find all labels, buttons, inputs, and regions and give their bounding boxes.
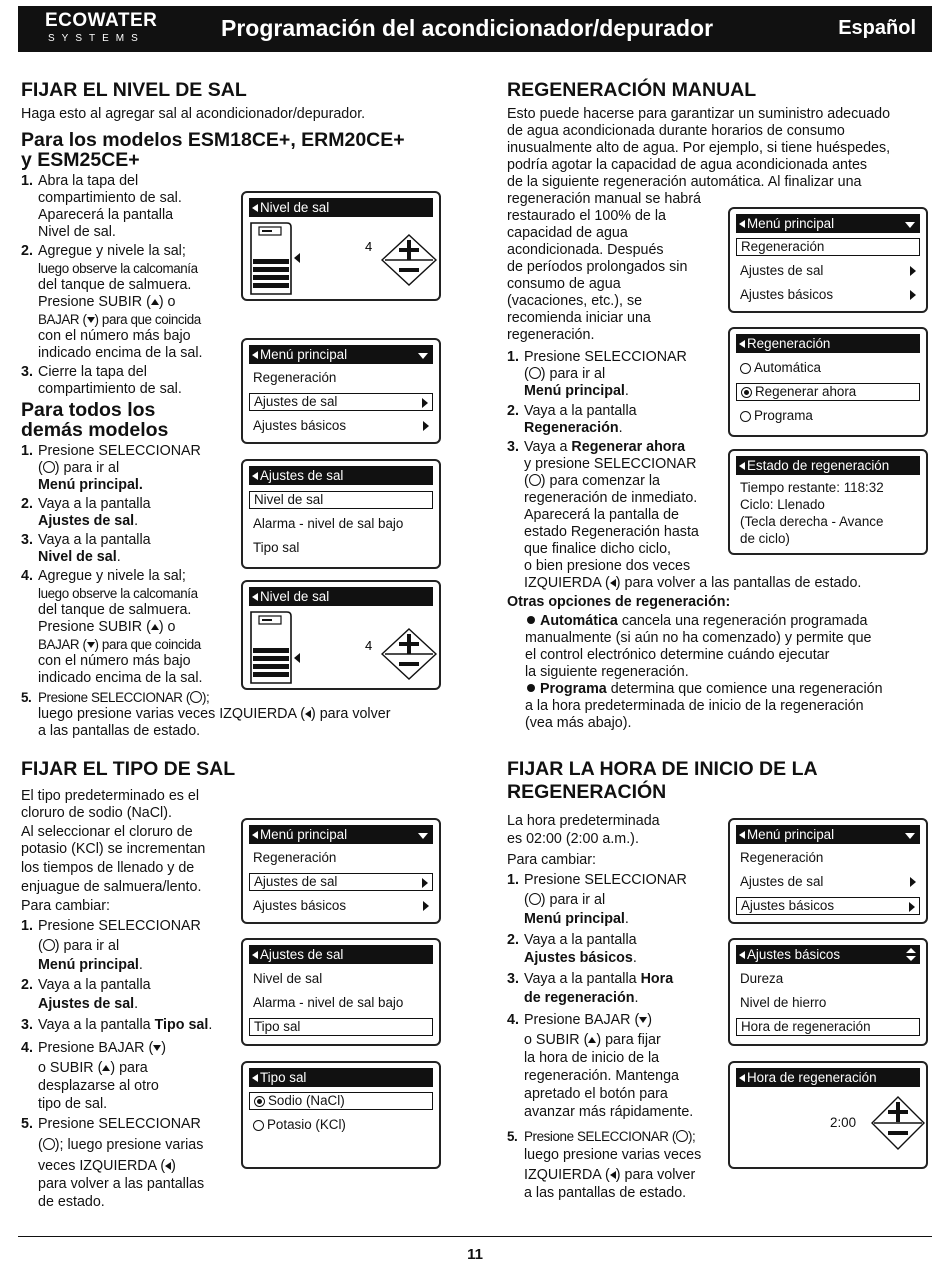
bullet-text: la siguiente regeneración. <box>525 664 689 680</box>
up-arrow-icon <box>151 624 159 630</box>
right-arrow-icon <box>423 901 429 911</box>
step-text: luego observe la calcomanía <box>38 261 198 276</box>
scroll-down-icon <box>418 353 428 359</box>
screen-title-bar: Menú principal <box>736 825 920 844</box>
subheading-other-models: Para todos los <box>21 399 156 421</box>
menu-item-salt-level: Nivel de sal <box>249 491 433 509</box>
paragraph: Haga esto al agregar sal al acondicionador/depurador. <box>21 106 366 122</box>
option-program: Programa <box>736 407 920 425</box>
select-button-icon <box>676 1130 688 1142</box>
radio-icon <box>740 411 751 422</box>
screen-title-bar: Regeneración <box>736 334 920 353</box>
screen-title-bar: Hora de regeneración <box>736 1068 920 1087</box>
step-2: 2. Vaya a la pantalla <box>21 977 151 993</box>
back-arrow-icon <box>252 951 258 959</box>
paragraph: podría agotar la capacidad de agua acondicionada antes <box>507 157 868 173</box>
down-arrow-icon <box>87 317 95 323</box>
step-4: 4. Agregue y nivele la sal; <box>21 568 186 584</box>
menu-item-regeneration: Regeneración <box>253 850 337 865</box>
paragraph: El tipo predeterminado es el <box>21 788 200 804</box>
screen-main-menu <box>728 207 928 313</box>
status-hint: de ciclo) <box>740 531 790 546</box>
step-text: desplazarse al otro <box>38 1078 159 1094</box>
step-1: 1. Presione SELECCIONAR <box>507 349 687 365</box>
back-arrow-icon <box>739 1074 745 1082</box>
step-text: con el número más bajo <box>38 653 191 669</box>
option-regenerate-now: Regenerar ahora <box>736 383 920 401</box>
section-heading-regen-time: FIJAR LA HORA DE INICIO DE LA <box>507 758 818 780</box>
step-text: ( ) para comenzar la <box>524 473 660 489</box>
step-3: 3. Vaya a la pantalla Hora <box>507 971 674 987</box>
paragraph: La hora predeterminada <box>507 813 660 829</box>
screen-basic-settings <box>728 938 928 1046</box>
back-arrow-icon <box>739 220 745 228</box>
paragraph: restaurado el 100% de la <box>507 208 666 224</box>
brand-logo-subtitle: SYSTEMS <box>48 33 145 44</box>
back-arrow-icon <box>252 351 258 359</box>
option-potassium: Potasio (KCl) <box>249 1116 433 1134</box>
step-2: 2. Agregue y nivele la sal; <box>21 243 186 259</box>
step-text: Menú principal. <box>38 477 143 493</box>
step-text: Aparecerá la pantalla de <box>524 507 679 523</box>
brand-logo: ECOWATER <box>45 10 158 31</box>
step-text: de regeneración. <box>524 990 639 1006</box>
step-2: 2. Vaya a la pantalla <box>507 403 637 419</box>
step-3: 3. Cierre la tapa del <box>21 364 147 380</box>
paragraph: inusualmente alto de agua. Por ejemplo, si tiene huéspedes, <box>507 140 891 156</box>
step-text: ( ) para ir al <box>38 938 120 954</box>
step-text: Menú principal. <box>38 957 143 973</box>
right-arrow-icon <box>909 902 915 912</box>
screen-title-bar: Menú principal <box>736 214 920 233</box>
step-text: Menú principal. <box>524 383 629 399</box>
right-arrow-icon <box>422 878 428 888</box>
step-text: tipo de sal. <box>38 1096 108 1112</box>
screen-title-bar: Menú principal <box>249 345 433 364</box>
scroll-up-down-icon <box>906 948 916 961</box>
step-text: de estado. <box>38 1194 105 1210</box>
step-text: y presione SELECCIONAR <box>524 456 697 472</box>
step-text: luego presione varias veces <box>524 1147 702 1163</box>
step-text: indicado encima de la sal. <box>38 345 203 361</box>
step-text: del tanque de salmuera. <box>38 602 192 618</box>
menu-item-salt-settings: Ajustes de sal <box>736 873 920 891</box>
step-text: para volver a las pantallas <box>38 1176 205 1192</box>
bullet-icon <box>527 616 535 624</box>
menu-item-salt-settings: Ajustes de sal <box>736 262 920 280</box>
bullet-item: Automática cancela una regeneración programada <box>527 613 867 630</box>
paragraph: consumo de agua <box>507 276 621 292</box>
plus-minus-icon <box>870 1095 926 1151</box>
subheading-models-line2: y ESM25CE+ <box>21 149 140 171</box>
page-number: 11 <box>467 1246 483 1263</box>
screen-regeneration <box>728 327 928 437</box>
select-button-icon <box>190 691 202 703</box>
paragraph: Para cambiar: <box>21 898 110 914</box>
right-arrow-icon <box>422 398 428 408</box>
step-text: compartimiento de sal. <box>38 190 182 206</box>
menu-item-iron-level: Nivel de hierro <box>740 995 827 1010</box>
scroll-down-icon <box>905 222 915 228</box>
step-4: 4. Presione BAJAR ( ) <box>21 1040 166 1056</box>
right-arrow-icon <box>910 290 916 300</box>
select-button-icon <box>43 939 55 951</box>
salt-tank-graphic <box>248 220 438 298</box>
scroll-down-icon <box>905 833 915 839</box>
paragraph: Al seleccionar el cloruro de <box>21 824 193 840</box>
menu-item-low-salt-alarm: Alarma - nivel de sal bajo <box>253 995 404 1010</box>
option-automatic: Automática <box>736 359 920 377</box>
radio-selected-icon <box>254 1096 265 1107</box>
back-arrow-icon <box>252 1074 258 1082</box>
step-4: 4. Presione BAJAR ( ) <box>507 1012 652 1028</box>
page-title: Programación del acondicionador/depurador <box>221 15 714 41</box>
step-text: con el número más bajo <box>38 328 191 344</box>
paragraph: los tiempos de llenado y de <box>21 860 195 876</box>
select-button-icon <box>529 474 541 486</box>
paragraph: acondicionada. Después <box>507 242 664 258</box>
regen-time-value: 2:00 <box>830 1115 857 1130</box>
section-heading-regen-time-line2: REGENERACIÓN <box>507 781 667 803</box>
subheading-other-options: Otras opciones de regeneración: <box>507 594 731 610</box>
section-heading-manual-regen: REGENERACIÓN MANUAL <box>507 79 757 101</box>
menu-item-low-salt-alarm: Alarma - nivel de sal bajo <box>253 516 404 531</box>
step-1: 1. Presione SELECCIONAR <box>21 918 201 934</box>
salt-level-value: 4 <box>365 638 373 653</box>
step-text: ( ) para ir al <box>524 366 606 382</box>
footer-divider <box>18 1236 932 1237</box>
step-text: regeneración. Mantenga <box>524 1068 679 1084</box>
step-text: luego presione varias veces IZQUIERDA ( ) para volver <box>38 706 391 722</box>
language-label: Español <box>838 17 916 39</box>
step-2: 2. Vaya a la pantalla <box>21 496 151 512</box>
step-text: Presione SUBIR ( ) o <box>38 294 176 310</box>
screen-title-bar: Tipo sal <box>249 1068 433 1087</box>
paragraph: Esto puede hacerse para garantizar un suministro adecuado <box>507 106 891 122</box>
menu-item-regeneration: Regeneración <box>736 238 920 256</box>
menu-item-regen-time: Hora de regeneración <box>736 1018 920 1036</box>
menu-item-salt-type: Tipo sal <box>249 1018 433 1036</box>
step-text: compartimiento de sal. <box>38 381 182 397</box>
menu-item-basic-settings: Ajustes básicos <box>249 417 433 435</box>
step-text: Nivel de sal. <box>38 549 121 565</box>
screen-salt-settings <box>241 938 441 1046</box>
salt-level-value: 4 <box>365 239 373 254</box>
step-text: Ajustes de sal. <box>38 996 139 1012</box>
paragraph: potasio (KCl) se incrementan <box>21 841 206 857</box>
step-5: 5. Presione SELECCIONAR ( ); <box>21 690 210 705</box>
step-text: BAJAR ( ) para que coincida <box>38 637 201 652</box>
step-3: 3. Vaya a Regenerar ahora <box>507 439 686 455</box>
section-heading-salt-level: FIJAR EL NIVEL DE SAL <box>21 79 247 101</box>
screen-salt-level <box>241 191 441 301</box>
step-text: Aparecerá la pantalla <box>38 207 174 223</box>
select-button-icon <box>529 893 541 905</box>
paragraph: regeneración. <box>507 327 595 343</box>
screen-salt-settings <box>241 459 441 569</box>
status-hint: (Tecla derecha - Avance <box>740 514 884 529</box>
right-arrow-icon <box>910 266 916 276</box>
right-arrow-icon <box>423 421 429 431</box>
screen-title-bar: Ajustes de sal <box>249 466 433 485</box>
step-text: regeneración de inmediato. <box>524 490 698 506</box>
right-arrow-icon <box>910 877 916 887</box>
step-5: 5. Presione SELECCIONAR <box>21 1116 201 1132</box>
menu-item-salt-level: Nivel de sal <box>253 971 323 986</box>
step-text: IZQUIERDA ( ) para volver a las pantallas de estado. <box>524 575 862 591</box>
paragraph: Para cambiar: <box>507 852 596 868</box>
step-text: a las pantallas de estado. <box>524 1185 687 1201</box>
bullet-text: el control electrónico determine cuándo ejecutar <box>525 647 830 663</box>
select-button-icon <box>43 461 55 473</box>
radio-selected-icon <box>741 387 752 398</box>
menu-item-salt-settings: Ajustes de sal <box>249 393 433 411</box>
back-arrow-icon <box>252 593 258 601</box>
step-text: indicado encima de la sal. <box>38 670 203 686</box>
menu-item-salt-settings: Ajustes de sal <box>249 873 433 891</box>
step-text: luego observe la calcomanía <box>38 586 198 601</box>
up-arrow-icon <box>151 299 159 305</box>
paragraph: cloruro de sodio (NaCl). <box>21 805 172 821</box>
step-2: 2. Vaya a la pantalla <box>507 932 637 948</box>
step-5: 5. Presione SELECCIONAR ( ); <box>507 1129 696 1144</box>
bullet-text: manualmente (si aún no ha comenzado) y permite que <box>525 630 872 646</box>
bullet-text: (vea más abajo). <box>525 715 632 731</box>
step-text: avanzar más rápidamente. <box>524 1104 694 1120</box>
step-text: a las pantallas de estado. <box>38 723 201 739</box>
paragraph: de la siguiente regeneración automática. Al finalizar una <box>507 174 862 190</box>
step-text: Ajustes básicos. <box>524 950 637 966</box>
section-heading-salt-type: FIJAR EL TIPO DE SAL <box>21 758 236 780</box>
step-text: estado Regeneración hasta <box>524 524 699 540</box>
screen-title-bar: Estado de regeneración <box>736 456 920 475</box>
screen-main-menu <box>241 338 441 444</box>
screen-salt-level <box>241 580 441 690</box>
step-text: BAJAR ( ) para que coincida <box>38 312 201 327</box>
back-arrow-icon <box>739 831 745 839</box>
screen-regeneration-status <box>728 449 928 555</box>
menu-item-basic-settings: Ajustes básicos <box>249 897 433 915</box>
step-text: la hora de inicio de la <box>524 1050 660 1066</box>
subheading-other-models-line2: demás modelos <box>21 419 169 441</box>
scroll-down-icon <box>418 833 428 839</box>
paragraph: (vacaciones, etc.), se <box>507 293 643 309</box>
step-text: Menú principal. <box>524 911 629 927</box>
step-text: IZQUIERDA ( ) para volver <box>524 1167 696 1183</box>
bullet-icon <box>527 684 535 692</box>
menu-item-regeneration: Regeneración <box>253 370 337 385</box>
paragraph: capacidad de agua <box>507 225 628 241</box>
paragraph: de agua acondicionada durante horarios de consumo <box>507 123 845 139</box>
back-arrow-icon <box>739 462 745 470</box>
screen-main-menu <box>728 818 928 924</box>
menu-item-basic-settings: Ajustes básicos <box>736 897 920 915</box>
paragraph: regeneración manual se habrá <box>507 191 701 207</box>
step-text: o SUBIR ( ) para fijar <box>524 1032 661 1048</box>
screen-title-bar: Nivel de sal <box>249 587 433 606</box>
salt-tank-graphic <box>248 609 438 687</box>
status-cycle: Ciclo: Llenado <box>740 497 825 512</box>
screen-regen-time <box>728 1061 928 1169</box>
paragraph: es 02:00 (2:00 a.m.). <box>507 831 639 847</box>
down-arrow-icon <box>87 642 95 648</box>
select-button-icon <box>529 367 541 379</box>
select-button-icon <box>43 1138 55 1150</box>
bullet-text: a la hora predeterminada de inicio de la regeneración <box>525 698 864 714</box>
screen-salt-type <box>241 1061 441 1169</box>
step-text: Presione SUBIR ( ) o <box>38 619 176 635</box>
step-3: 3. Vaya a la pantalla <box>21 532 151 548</box>
back-arrow-icon <box>252 831 258 839</box>
menu-item-regeneration: Regeneración <box>740 850 824 865</box>
back-arrow-icon <box>739 951 745 959</box>
step-text: ( ); luego presione varias <box>38 1137 204 1153</box>
menu-item-salt-type: Tipo sal <box>253 540 300 555</box>
screen-title-bar: Nivel de sal <box>249 198 433 217</box>
screen-title-bar: Ajustes de sal <box>249 945 433 964</box>
step-text: que finalice dicho ciclo, <box>524 541 672 557</box>
back-arrow-icon <box>252 472 258 480</box>
subheading-models: Para los modelos ESM18CE+, ERM20CE+ <box>21 129 405 151</box>
status-time-remaining: Tiempo restante: 118:32 <box>740 480 884 495</box>
step-text: del tanque de salmuera. <box>38 277 192 293</box>
step-3: 3. Vaya a la pantalla Tipo sal. <box>21 1017 213 1033</box>
paragraph: de períodos prolongados sin <box>507 259 688 275</box>
option-sodium: Sodio (NaCl) <box>249 1092 433 1110</box>
step-text: ( ) para ir al <box>38 460 120 476</box>
step-text: ( ) para ir al <box>524 892 606 908</box>
back-arrow-icon <box>252 204 258 212</box>
paragraph: recomienda iniciar una <box>507 310 651 326</box>
step-1: 1. Presione SELECCIONAR <box>507 872 687 888</box>
step-text: Regeneración. <box>524 420 623 436</box>
step-text: Nivel de sal. <box>38 224 116 240</box>
step-text: Ajustes de sal. <box>38 513 139 529</box>
step-text: o bien presione dos veces <box>524 558 691 574</box>
page-header <box>18 6 932 52</box>
radio-icon <box>253 1120 264 1131</box>
screen-main-menu <box>241 818 441 924</box>
paragraph: enjuague de salmuera/lento. <box>21 879 202 895</box>
step-text: veces IZQUIERDA ( ) <box>38 1158 176 1174</box>
step-1: 1. Abra la tapa del <box>21 173 139 189</box>
back-arrow-icon <box>739 340 745 348</box>
radio-icon <box>740 363 751 374</box>
step-text: o SUBIR ( ) para <box>38 1060 148 1076</box>
bullet-item: Programa determina que comience una regeneración <box>527 681 883 698</box>
screen-title-bar: Ajustes básicos <box>736 945 920 964</box>
screen-title-bar: Menú principal <box>249 825 433 844</box>
step-text: apretado el botón para <box>524 1086 668 1102</box>
menu-item-hardness: Dureza <box>740 971 784 986</box>
menu-item-basic-settings: Ajustes básicos <box>736 286 920 304</box>
step-1: 1. Presione SELECCIONAR <box>21 443 201 459</box>
